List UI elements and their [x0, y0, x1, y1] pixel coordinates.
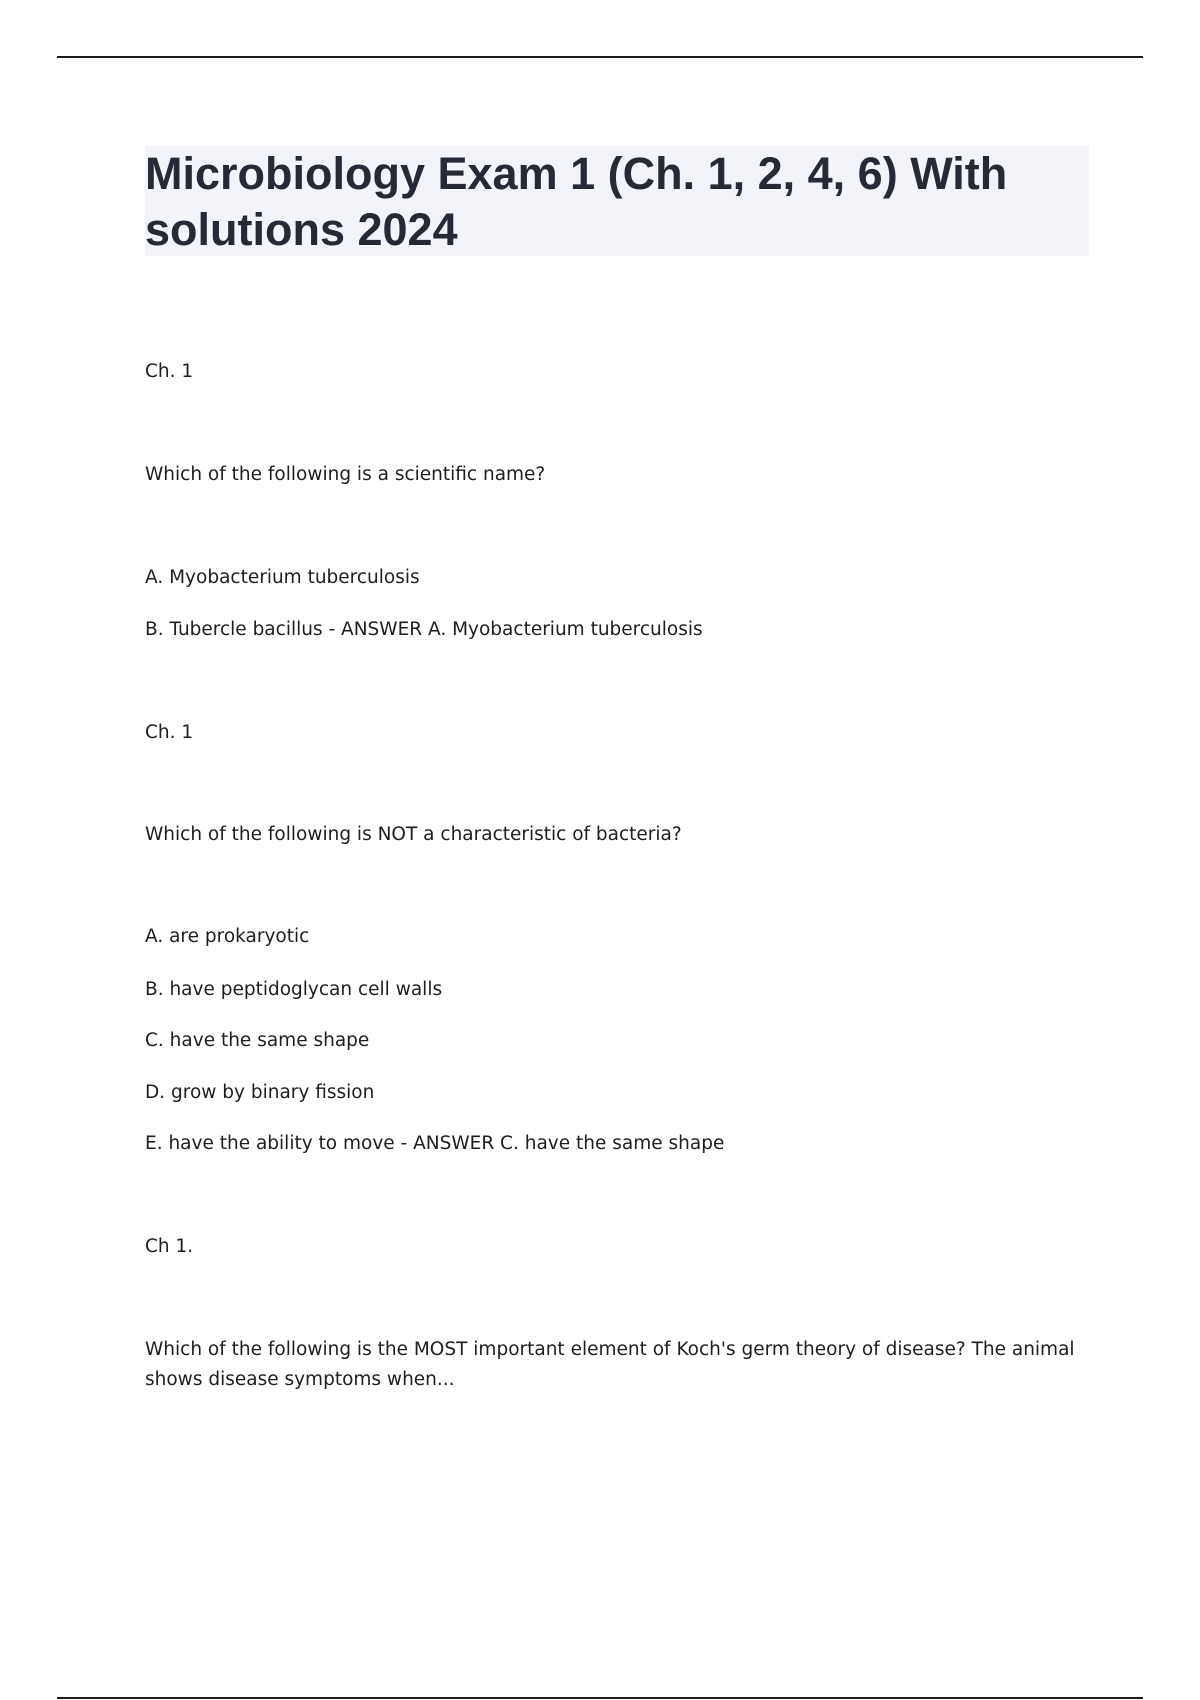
q2-option-b: B. have peptidoglycan cell walls: [145, 979, 443, 1000]
document-title: Microbiology Exam 1 (Ch. 1, 2, 4, 6) With solutions 2024: [145, 148, 1008, 255]
q1-chapter: Ch. 1: [145, 361, 194, 382]
q2-chapter: Ch. 1: [145, 722, 194, 743]
q3-question: Which of the following is the MOST important element of Koch's germ theory of disease? The animal shows disease symptoms when...: [145, 1339, 1075, 1390]
bottom-rule: [57, 1697, 1143, 1699]
title-block: [145, 146, 1089, 256]
q2-option-e-answer: E. have the ability to move - ANSWER C. have the same shape: [145, 1133, 725, 1154]
q2-option-d: D. grow by binary fission: [145, 1082, 375, 1103]
top-rule: [57, 56, 1143, 58]
q1-question: Which of the following is a scientific name?: [145, 464, 546, 485]
q1-option-a: A. Myobacterium tuberculosis: [145, 567, 420, 588]
q2-option-a: A. are prokaryotic: [145, 926, 310, 947]
q2-question: Which of the following is NOT a characteristic of bacteria?: [145, 824, 682, 845]
q3-chapter: Ch 1.: [145, 1236, 194, 1257]
q2-option-c: C. have the same shape: [145, 1030, 370, 1051]
q1-option-b-answer: B. Tubercle bacillus - ANSWER A. Myobacterium tuberculosis: [145, 619, 703, 640]
